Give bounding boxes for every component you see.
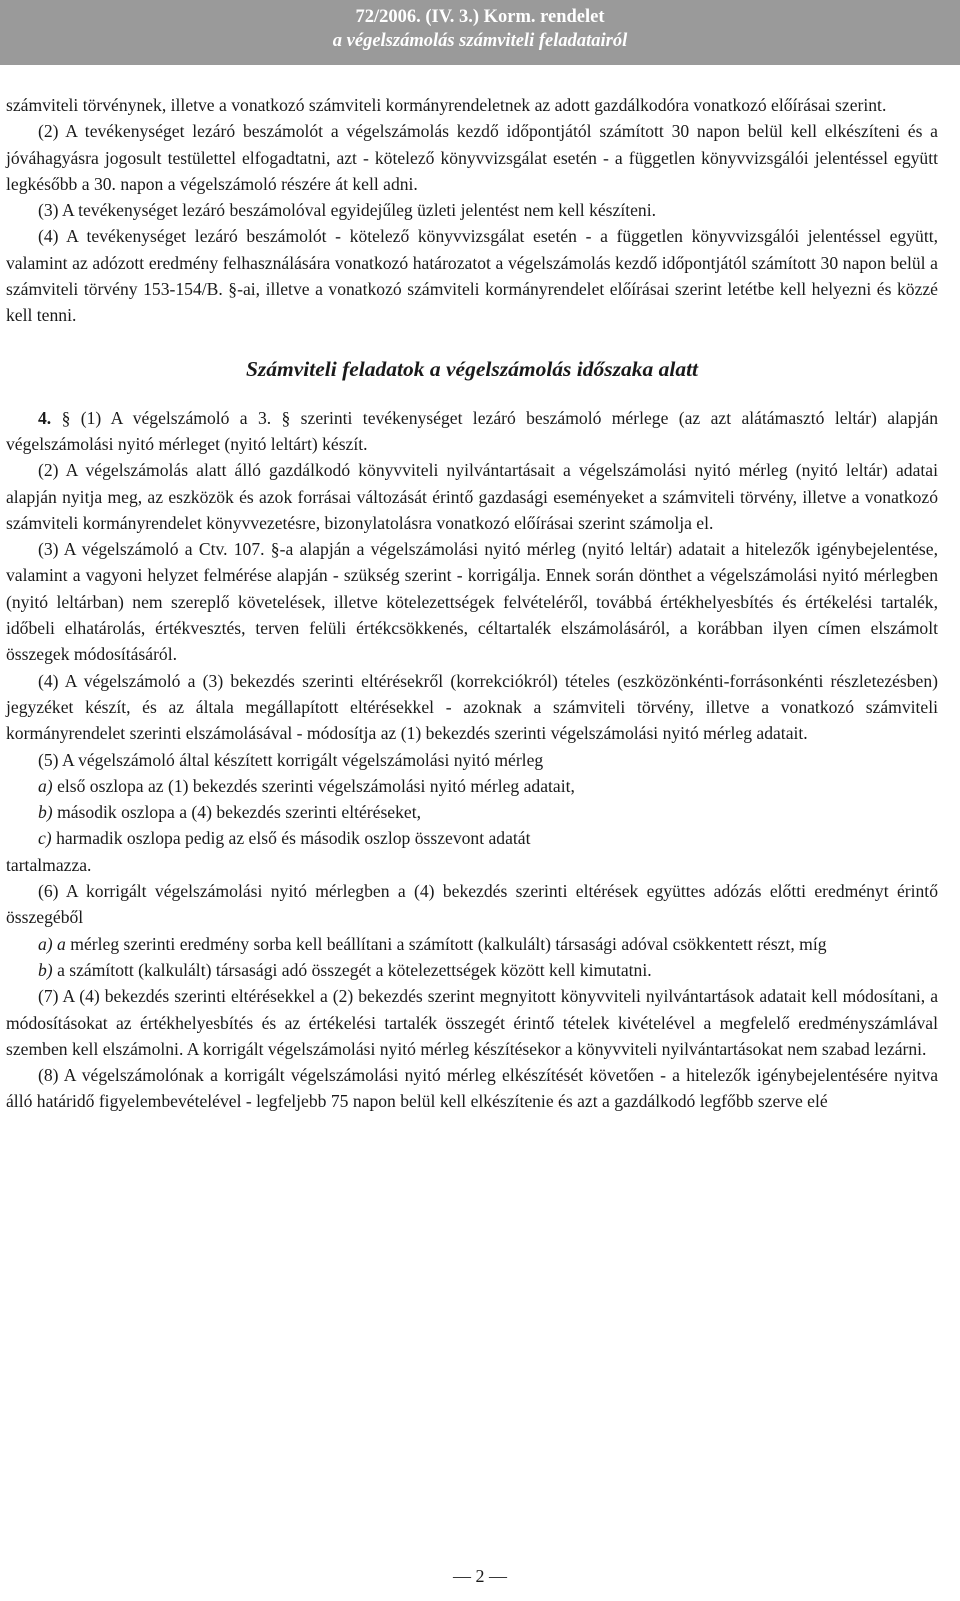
item-text: első oszlopa az (1) bekezdés szerinti végelszámolási nyitó mérleg adatait,	[57, 775, 575, 796]
paragraph-4-1	[6, 405, 938, 458]
paragraph-4-5: (5) A végelszámoló által készített korrigált végelszámolási nyitó mérleg	[38, 749, 544, 770]
item-label: a) a	[38, 933, 66, 954]
paragraph-3-4: (4) A tevékenységet lezáró beszámolót - kötelező könyvvizsgálat esetén - a független könyvvizsgálói jelentéssel együtt, valamint az adózott eredmény felhasználására vonatkozó határozatot a végelszámolás kezdő időpontjától számított 30 napon belül a számviteli törvény 153-154/B. §-ai, illetve a vonatkozó számviteli kormányrendelet előírásai szerint letétbe kell helyezni és közzé kell tenni.	[6, 226, 938, 326]
paragraph-3-3: (3) A tevékenységet lezáró beszámolóval egyidejűleg üzleti jelentést nem kell készíteni.	[38, 200, 656, 221]
item-text: a számított (kalkulált) társasági adó összegét a kötelezettségek között kell kimutatni.	[57, 959, 652, 980]
paragraph-4-3: (3) A végelszámoló a Ctv. 107. §-a alapján a végelszámolási nyitó mérleg (nyitó leltár) adatait a hitelezők igénybejelentése, valamint a vagyoni helyzet felmérése alapján - szükség szerint - korrigálja. Ennek során dönthet a végelszámolási nyitó mérlegben (nyitó leltárban) nem szereplő követelések, illetve kötelezettségek felvételéről, továbbá értékhelyesbítés és értékelési tartalék, időbeli elhatárolás, értékvesztés, terven felüli értékcsökkenés, céltartalék elszámolásáról, a korábban ilyen címen elszámolt összegek módosításáról.	[6, 539, 938, 665]
item-text: mérleg szerinti eredmény sorba kell beállítani a számított (kalkulált) társasági adóval csökkentett részt, míg	[70, 933, 827, 954]
list-item-4-5-c	[6, 825, 938, 851]
item-text: harmadik oszlopa pedig az első és második oszlop összevont adatát	[56, 828, 531, 849]
item-label: a)	[38, 775, 53, 796]
list-item-4-6-a	[6, 931, 938, 957]
list-item-4-5-b	[6, 799, 938, 825]
paragraph-4-1-text: § (1) A végelszámoló a 3. § szerinti tevékenységet lezáró beszámoló mérlege (az azt alátámasztó leltár) alapján végelszámolási nyitó mérleget (nyitó leltárt) készít.	[6, 407, 938, 454]
paragraph-4-4: (4) A végelszámoló a (3) bekezdés szerinti eltérésekről (korrekciókról) tételes (eszközönkénti-forrásonkénti részletezésben) jegyzéket készít, és az általa megállapított eltérésekkel - azoknak a számviteli törvény, illetve a vonatkozó számviteli kormányrendelet szerinti elszámolásával - módosítja az (1) bekezdés szerinti végelszámolási nyitó mérleg adatait.	[6, 670, 938, 744]
paragraph-4-5-end: tartalmazza.	[6, 854, 92, 875]
page-number: — 2 —	[453, 1566, 507, 1586]
item-label: c)	[38, 828, 52, 849]
section-title: Számviteli feladatok a végelszámolás időszaka alatt	[245, 356, 699, 381]
list-item-4-5-a	[6, 773, 938, 799]
page-header	[0, 0, 960, 65]
header-subtitle: a végelszámolás számviteli feladatairól	[332, 31, 628, 51]
list-item-4-6-b	[6, 957, 938, 983]
item-label: b)	[38, 959, 53, 980]
item-text: második oszlopa a (4) bekezdés szerinti eltéréseket,	[57, 802, 422, 823]
item-label: b)	[38, 802, 53, 823]
header-title: 72/2006. (IV. 3.) Korm. rendelet	[355, 7, 605, 27]
paragraph-4-2: (2) A végelszámolás alatt álló gazdálkodó könyvviteli nyilvántartásait a végelszámolási nyitó mérleg (nyitó leltár) adatai alapján nyitja meg, az eszközök és azok forrásai változását érintő gazdasági eseményeket a számviteli törvény, illetve a vonatkozó számviteli kormányrendelet könyvvezetésre, bizonylatolásra vonatkozó előírásai szerint számolja el.	[6, 460, 938, 533]
paragraph-continuation: számviteli törvénynek, illetve a vonatkozó számviteli kormányrendeletnek az adott gazdálkodóra vonatkozó előírásai szerint.	[6, 95, 887, 115]
paragraph-4-7: (7) A (4) bekezdés szerinti eltérésekkel a (2) bekezdés szerint megnyitott könyvviteli nyilvántartások adatait kell módosítani, a módosításokat az értékhelyesbítés és az értékelési tartalék összegét érintő tételek kivételével a megfelelő eredményszámlával szemben kell elszámolni. A korrigált végelszámolási nyitó mérleg készítésekor a könyvviteli nyilvántartásokat nem szabad lezárni.	[6, 986, 938, 1059]
document-body	[6, 92, 938, 1115]
section-number: 4.	[38, 407, 52, 428]
paragraph-4-8: (8) A végelszámolónak a korrigált végelszámolási nyitó mérleg elkészítését követően - a hitelezők igénybejelentésére nyitva álló határidő figyelembevételével - legfeljebb 75 napon belül kell elkészítenie és azt a gazdálkodó legfőbb szerve elé	[6, 1065, 938, 1112]
paragraph-3-2: (2) A tevékenységet lezáró beszámolót a végelszámolás kezdő időpontjától számított 30 napon belül kell elkészíteni és a jóváhagyásra jogosult testülettel elfogadtatni, azt - kötelező könyvvizsgálat esetén - a független könyvvizsgálói jelentéssel együtt legkésőbb a 30. napon a végelszámoló részére át kell adni.	[6, 121, 938, 194]
paragraph-4-6: (6) A korrigált végelszámolási nyitó mérlegben a (4) bekezdés szerinti eltérések együttes adózás előtti eredményt érintő összegéből	[6, 881, 938, 928]
